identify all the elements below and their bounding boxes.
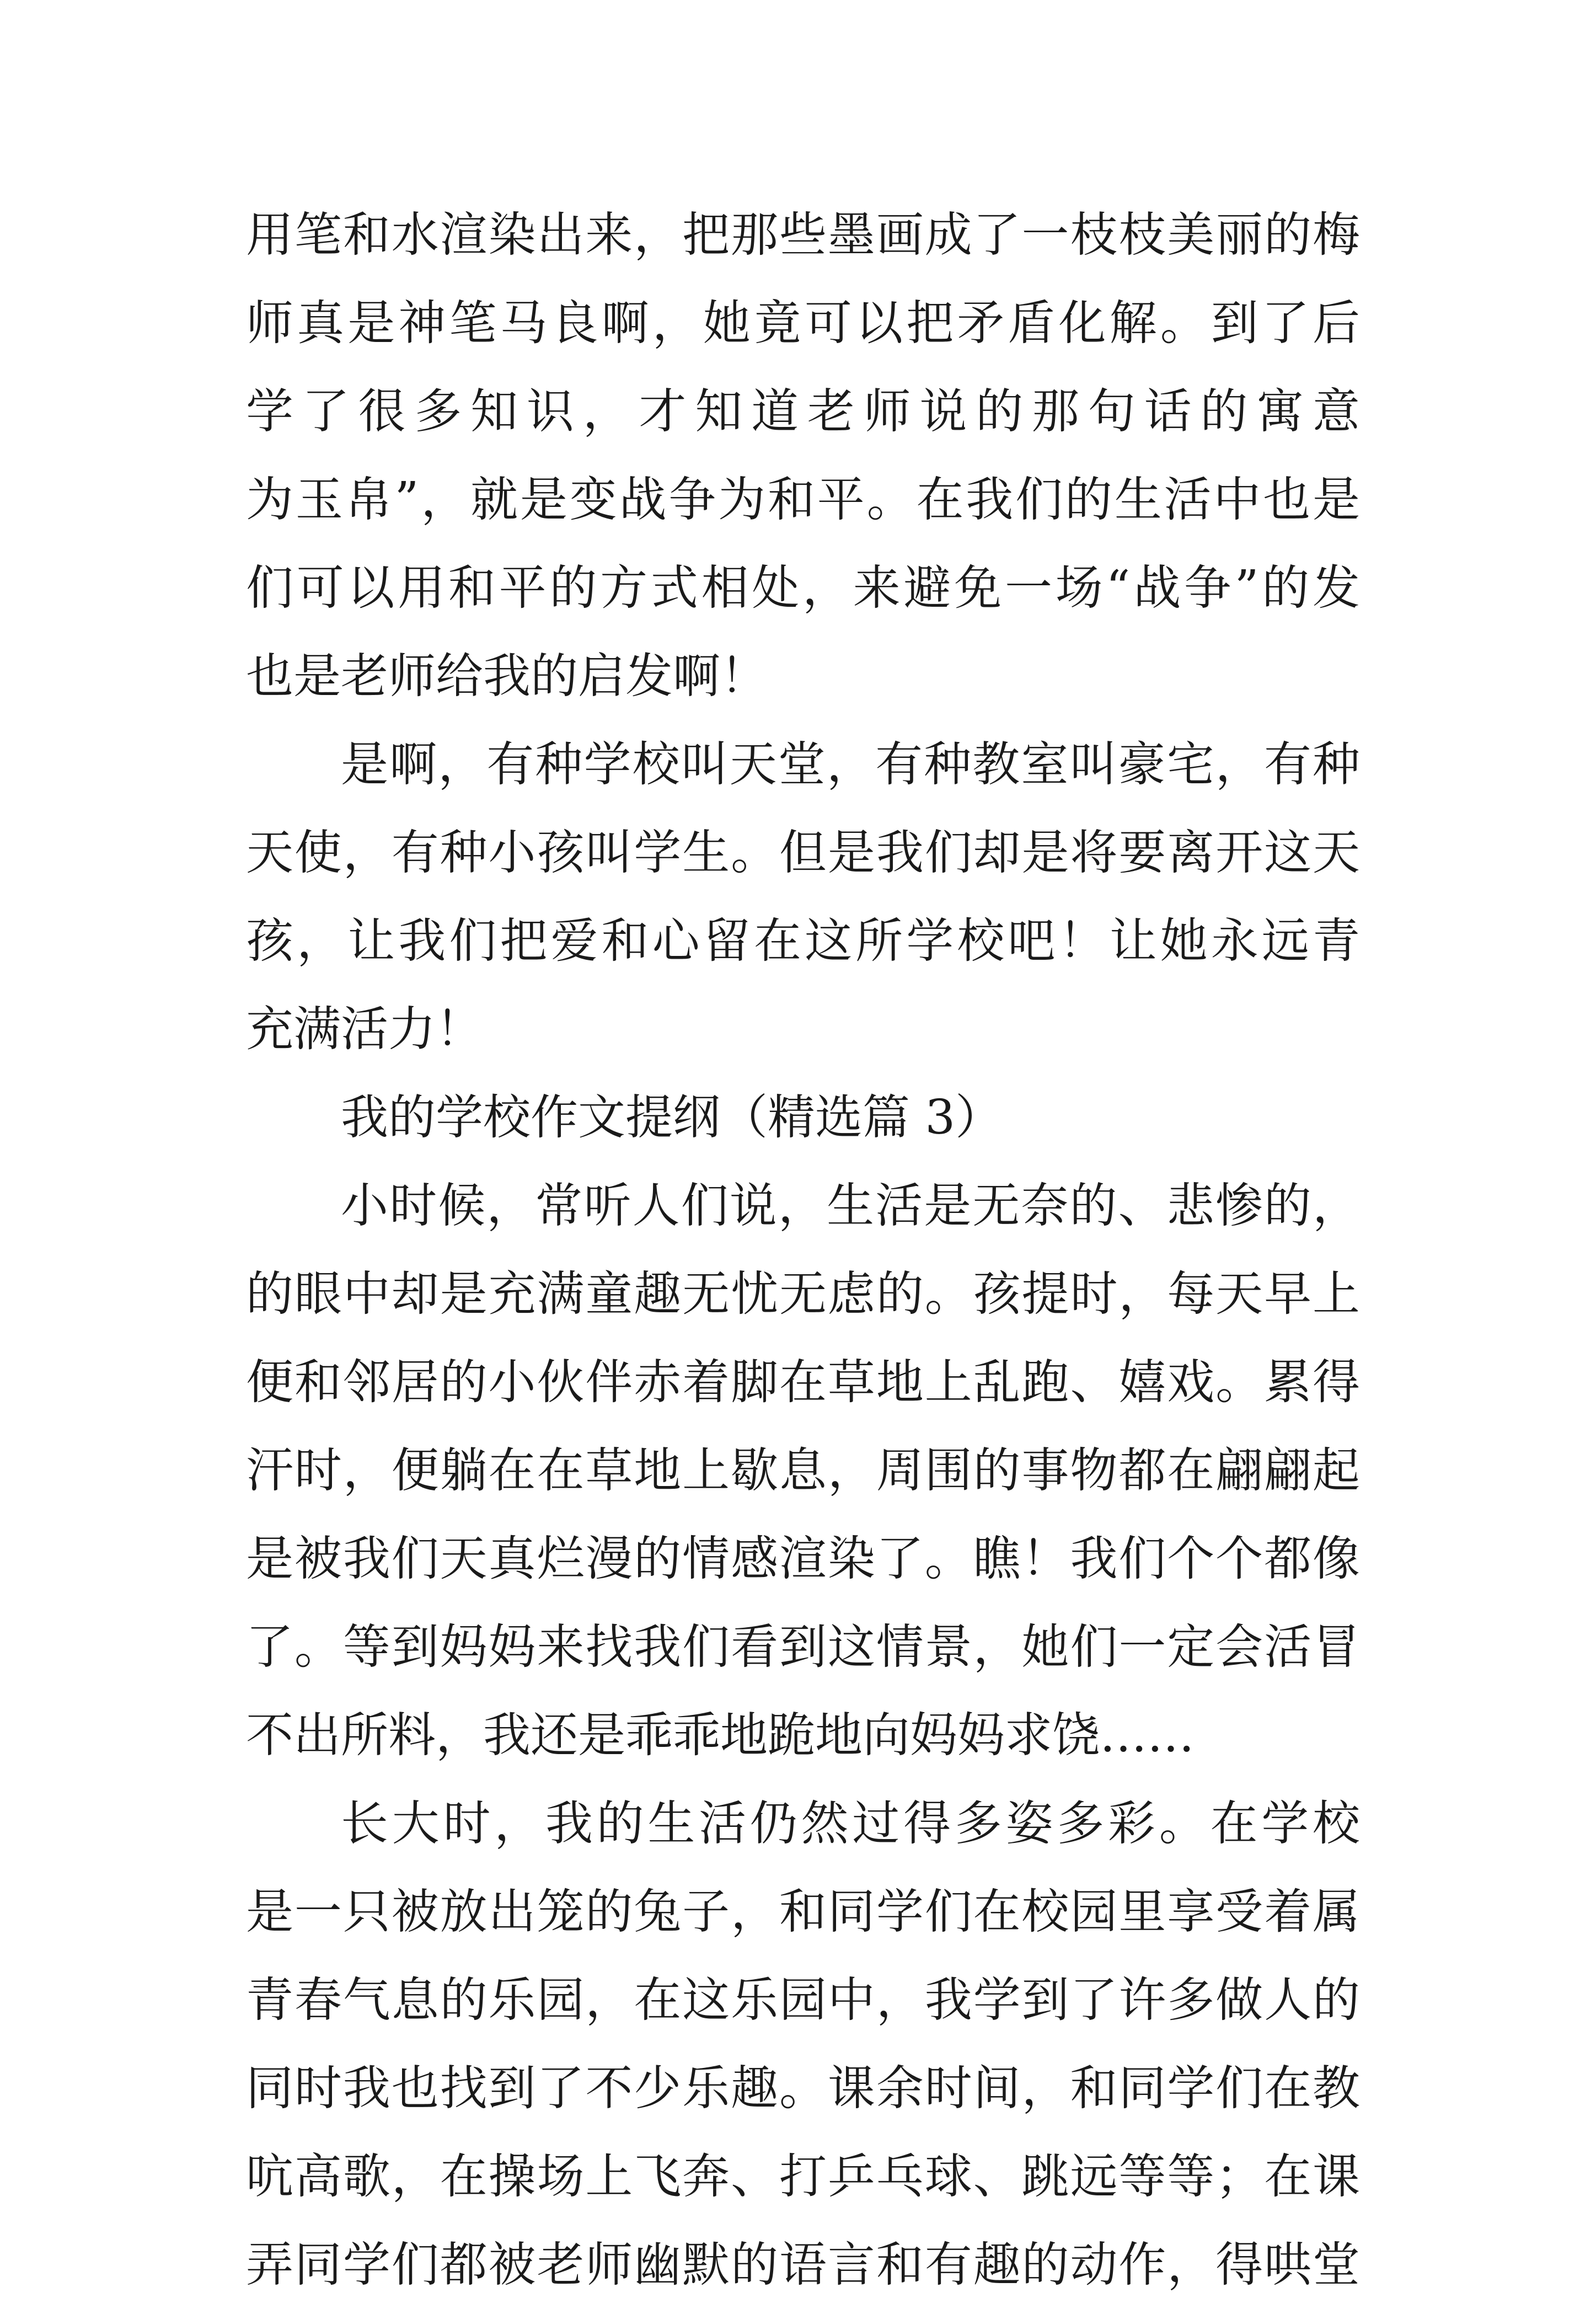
text-line: 青春气息的乐园，在这乐园中，我学到了许多做人的	[246, 1973, 1360, 2028]
text-line: 的眼中却是充满童趣无忧无虑的。孩提时，每天早上	[246, 1266, 1360, 1322]
text-line: 充满活力！	[246, 1002, 483, 1057]
section-heading: 我的学校作文提纲（精选篇 3）	[341, 1090, 1003, 1145]
paragraph-start-line: 是啊，有种学校叫天堂，有种教室叫豪宅，有种	[341, 737, 1360, 792]
text-line: 汗时，便躺在在草地上歇息，周围的事物都在翩翩起	[246, 1443, 1360, 1498]
text-line: 们可以用和平的方式相处，来避免一场“战争”的发	[246, 560, 1360, 616]
text-line: 为玉帛”，就是变战争为和平。在我们的生活中也是	[246, 472, 1360, 527]
paragraph-start-line: 小时候，常听人们说，生活是无奈的、悲惨的，	[341, 1178, 1360, 1233]
document-body	[246, 191, 1360, 2309]
text-line: 便和邻居的小伙伴赤着脚在草地上乱跑、嬉戏。累得	[246, 1355, 1360, 1410]
text-line: 用笔和水渲染出来，把那些墨画成了一枝枝美丽的梅	[246, 207, 1360, 263]
text-line: 天使，有种小孩叫学生。但是我们却是将要离开这天	[246, 825, 1360, 880]
paragraph-start-line: 长大时，我的生活仍然过得多姿多彩。在学校	[341, 1796, 1360, 1851]
text-line: 不出所料，我还是乖乖地跪地向妈妈求饶……	[246, 1708, 1195, 1763]
text-line: 弄同学们都被老师幽默的语言和有趣的动作，得哄堂	[246, 2237, 1360, 2292]
text-line: 学了很多知识，才知道老师说的那句话的寓意	[246, 384, 1360, 439]
text-line: 同时我也找到了不少乐趣。课余时间，和同学们在教	[246, 2061, 1360, 2116]
text-line: 师真是神笔马良啊，她竟可以把矛盾化解。到了后	[246, 296, 1360, 351]
text-line: 是被我们天真烂漫的情感渲染了。瞧！我们个个都像	[246, 1531, 1360, 1586]
text-line: 是一只被放出笼的兔子，和同学们在校园里享受着属	[246, 1884, 1360, 1939]
text-line: 孩，让我们把爱和心留在这所学校吧！让她永远青	[246, 913, 1360, 969]
text-line: 吭高歌，在操场上飞奔、打乒乓球、跳远等等；在课	[246, 2149, 1360, 2204]
text-line: 了。等到妈妈来找我们看到这情景，她们一定会活冒	[246, 1619, 1360, 1675]
text-line: 也是老师给我的启发啊！	[246, 649, 768, 704]
